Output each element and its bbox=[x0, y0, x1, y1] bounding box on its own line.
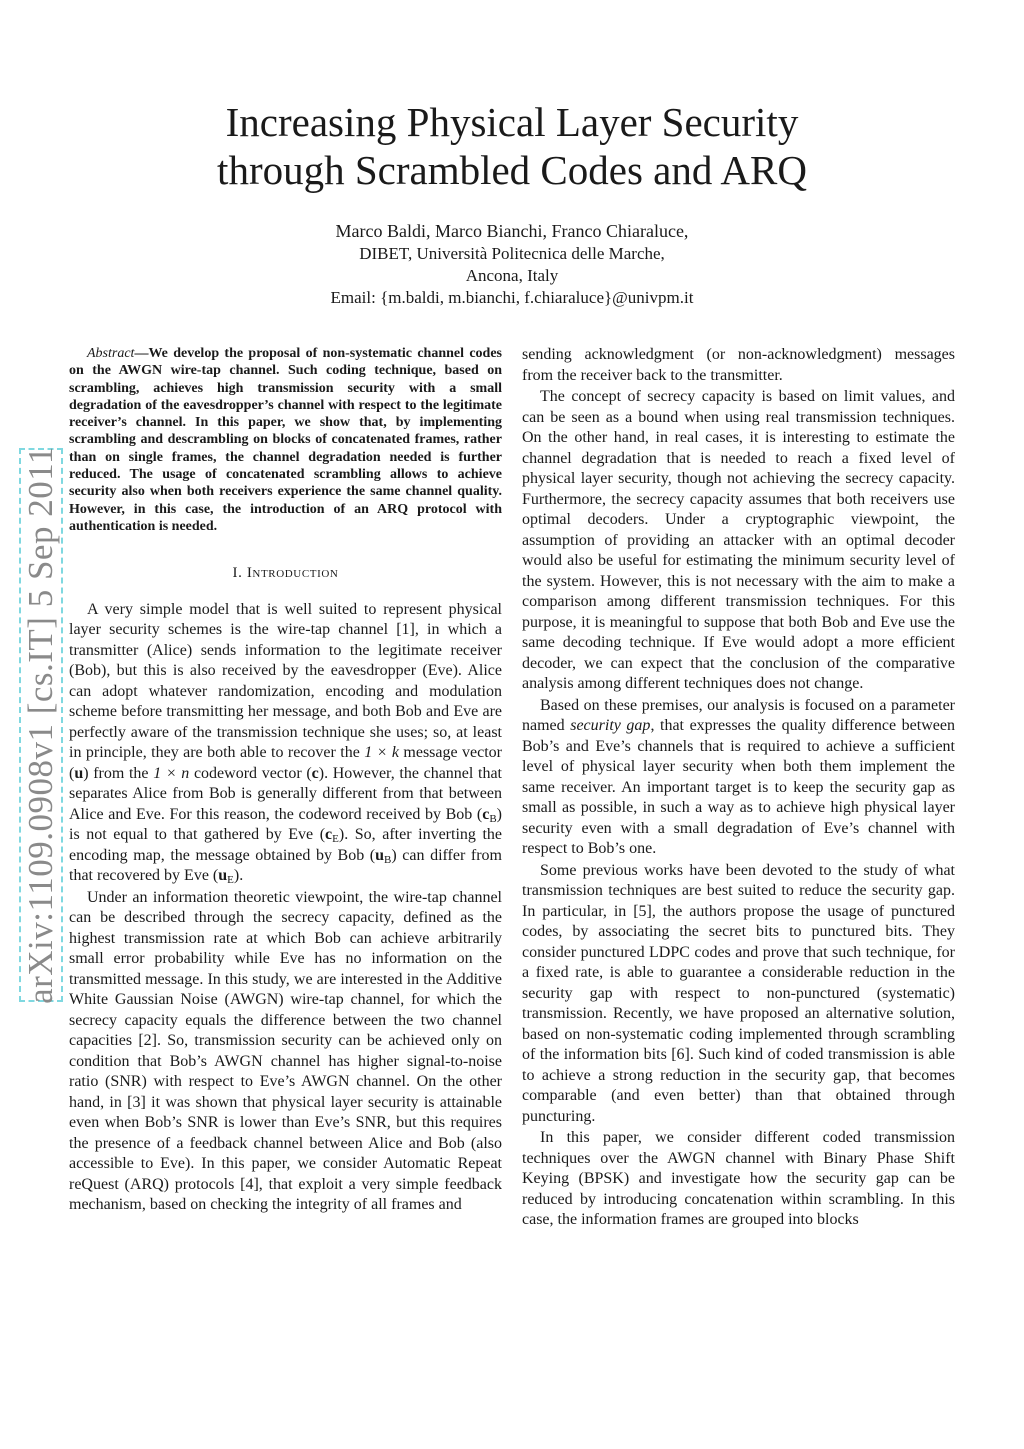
text-run: ). bbox=[233, 867, 244, 885]
text-run: ). So, after inverting the encoding map, the message obtained by Bob ( bbox=[69, 826, 503, 864]
intro-paragraph-2-continued: sending acknowledgment (or non-acknowledgment) messages from the receiver back to the transmitter. bbox=[522, 346, 955, 384]
math-vector-u: u bbox=[74, 764, 84, 782]
text-run: message vector ( bbox=[69, 744, 503, 782]
intro-paragraph-3: The concept of secrecy capacity is based on limit values, and can be seen as a bound when using real transmission techniques. On the other hand, in real cases, it is interesting to estimate the channel degradation that is needed to reach a fixed level of physical layer security, though not achieving the secrecy capacity. Furthermore, the secrecy capacity assumes that both receivers use optimal decoders. Under a cryptographic viewpoint, the assumption of providing an attacker with an optimal decoder would also be useful for estimating the minimum security level of the system. However, this is not necessary with the aim to make a comparison among different transmission techniques. For this purpose, it is meaningful to suppose that both Bob and Eve use the same decoding technique. If Eve would adopt a more efficient decoder, we can expect that the conclusion of the comparative analysis among different techniques does not change. bbox=[522, 388, 955, 692]
subscript-b: B bbox=[489, 812, 497, 825]
text-run: , that expresses the quality difference between Bob’s and Eve’s channels that is required to achieve a sufficient level of physical layer security when both them implement the same receiver. An important target is to keep the security gap as small as possible, in such a way as to achieve high physical layer security even with a small degradation of Eve’s channel with respect to Bob’s one. bbox=[522, 717, 955, 857]
math-vector-c: c bbox=[311, 764, 319, 782]
abstract bbox=[69, 345, 502, 535]
math-vector-cb: c bbox=[482, 805, 490, 823]
abstract-text: We develop the proposal of non-systematic channel codes on the AWGN wire-tap channel. Such coding technique, based on scrambling, achieves high transmission security with a small degradation of the eavesdropper’s channel with respect to the legitimate receiver’s channel. In this paper, we show that, by implementing scrambling and descrambling on blocks of concatenated frames, rather than on single frames, the channel degradation needed is further reduced. The usage of concatenated scrambling allows to achieve security also when both receivers experience the same channel quality. However, in this case, the introduction of an ARQ protocol with authentication is needed. bbox=[69, 346, 502, 534]
text-run: ) is not equal to that gathered by Eve ( bbox=[69, 805, 502, 844]
text-run: Based on these premises, our analysis is focused on a parameter named bbox=[522, 696, 955, 734]
author-affiliation: DIBET, Università Politecnica delle Marche, bbox=[359, 244, 665, 263]
math-dimension: 1 × n bbox=[153, 764, 190, 782]
intro-paragraph-5: Some previous works have been devoted to the study of what transmission techniques are best suited to reduce the security gap. In particular, in [5], the authors propose the usage of punctured codes, by associating the secret bits to punctured bits. They consider punctured LDPC codes and prove that such technique, for a fixed rate, is able to guarantee a considerable reduction in the security gap with respect to non-punctured (systematic) transmission. Recently, we have proposed an alternative solution, based on non-systematic coding implemented through scrambling of the information bits [6]. Such kind of coded transmission is able to achieve a strong reduction in the security gap, that becomes comparable (and even better) than that obtained through puncturing. bbox=[522, 861, 955, 1125]
term-security-gap: security gap bbox=[570, 717, 651, 734]
intro-paragraph-1 bbox=[69, 600, 502, 887]
intro-paragraph-2: Under an information theoretic viewpoint, the wire-tap channel can be described through the secrecy capacity, defined as the highest transmission rate at which Bob can achieve arbitrarily small error probability while Eve has no information on the transmitted message. In this study, we are interested in the Additive White Gaussian Noise (AWGN) wire-tap channel, for which the secrecy capacity equals the difference between the two channel capacities [2]. So, transmission security can be achieved only on condition that Bob’s AWGN channel has higher signal-to-noise ratio (SNR) with respect to Eve’s AWGN channel. On the other hand, in [3] it was shown that physical layer security is attainable even when Bob’s SNR is lower than Eve’s SNR, but this requires the presence of a feedback channel between Alice and Bob (also accessible to Eve). In this paper, we consider Automatic Repeat reQuest (ARQ) protocols [4], that exploit a very simple feedback mechanism, based on checking the integrity of all frames and bbox=[69, 888, 502, 1214]
intro-paragraph-6: In this paper, we consider different coded transmission techniques over the AWGN channel with Binary Phase Shift Keying (BPSK) and investigate how the security gap can be reduced by introducing concatenation within scrambling. In this case, the information frames are grouped into blocks bbox=[522, 1129, 955, 1228]
text-run: ) can differ from that recovered by Eve ( bbox=[69, 846, 502, 885]
text-run: ) from the bbox=[83, 764, 154, 782]
math-vector-ub: u bbox=[375, 846, 385, 864]
section-number: I. bbox=[232, 565, 247, 582]
section-title: Introduction bbox=[246, 565, 339, 582]
math-dimension: 1 × k bbox=[364, 744, 399, 762]
paper-title bbox=[112, 98, 912, 194]
subscript-e: E bbox=[227, 874, 234, 887]
text-run: ). However, the channel that separates Alice from Bob is generally different from that between Alice and Eve. For this reason, the codeword received by Bob ( bbox=[69, 764, 503, 823]
subscript-b: B bbox=[384, 853, 392, 866]
subscript-e: E bbox=[332, 833, 339, 846]
author-email[interactable]: Email: {m.baldi, m.bianchi, f.chiaraluce}@univpm.it bbox=[330, 288, 694, 307]
intro-paragraph-4 bbox=[522, 696, 955, 860]
arxiv-identifier[interactable]: arXiv:1109.0908v1 [cs.IT] 5 Sep 2011 bbox=[21, 446, 60, 1004]
math-vector-ce: c bbox=[325, 826, 333, 844]
title-line-2: through Scrambled Codes and ARQ bbox=[217, 147, 807, 193]
author-names: Marco Baldi, Marco Bianchi, Franco Chiaraluce, bbox=[335, 221, 689, 241]
math-vector-ue: u bbox=[218, 867, 228, 885]
title-line-1: Increasing Physical Layer Security bbox=[225, 99, 799, 145]
text-run: codeword vector ( bbox=[189, 764, 312, 782]
abstract-dash: — bbox=[134, 346, 149, 361]
text-run: A very simple model that is well suited to represent physical layer security schemes is the wire-tap channel [1], in which a transmitter (Alice) sends information to the legitimate receiver (Bob), but this is also received by the eavesdropper (Eve). Alice can adopt whatever randomization, encoding and modulation scheme before transmitting her message, and both Bob and Eve are perfectly aware of the transmission technique she uses; so, at least in principle, they are both able to recover the bbox=[69, 600, 502, 762]
section-heading-introduction bbox=[69, 563, 502, 584]
right-column bbox=[522, 345, 955, 1231]
abstract-label: Abstract bbox=[87, 346, 135, 361]
left-column bbox=[69, 345, 502, 1216]
author-block bbox=[212, 220, 812, 309]
author-location: Ancona, Italy bbox=[465, 266, 559, 285]
